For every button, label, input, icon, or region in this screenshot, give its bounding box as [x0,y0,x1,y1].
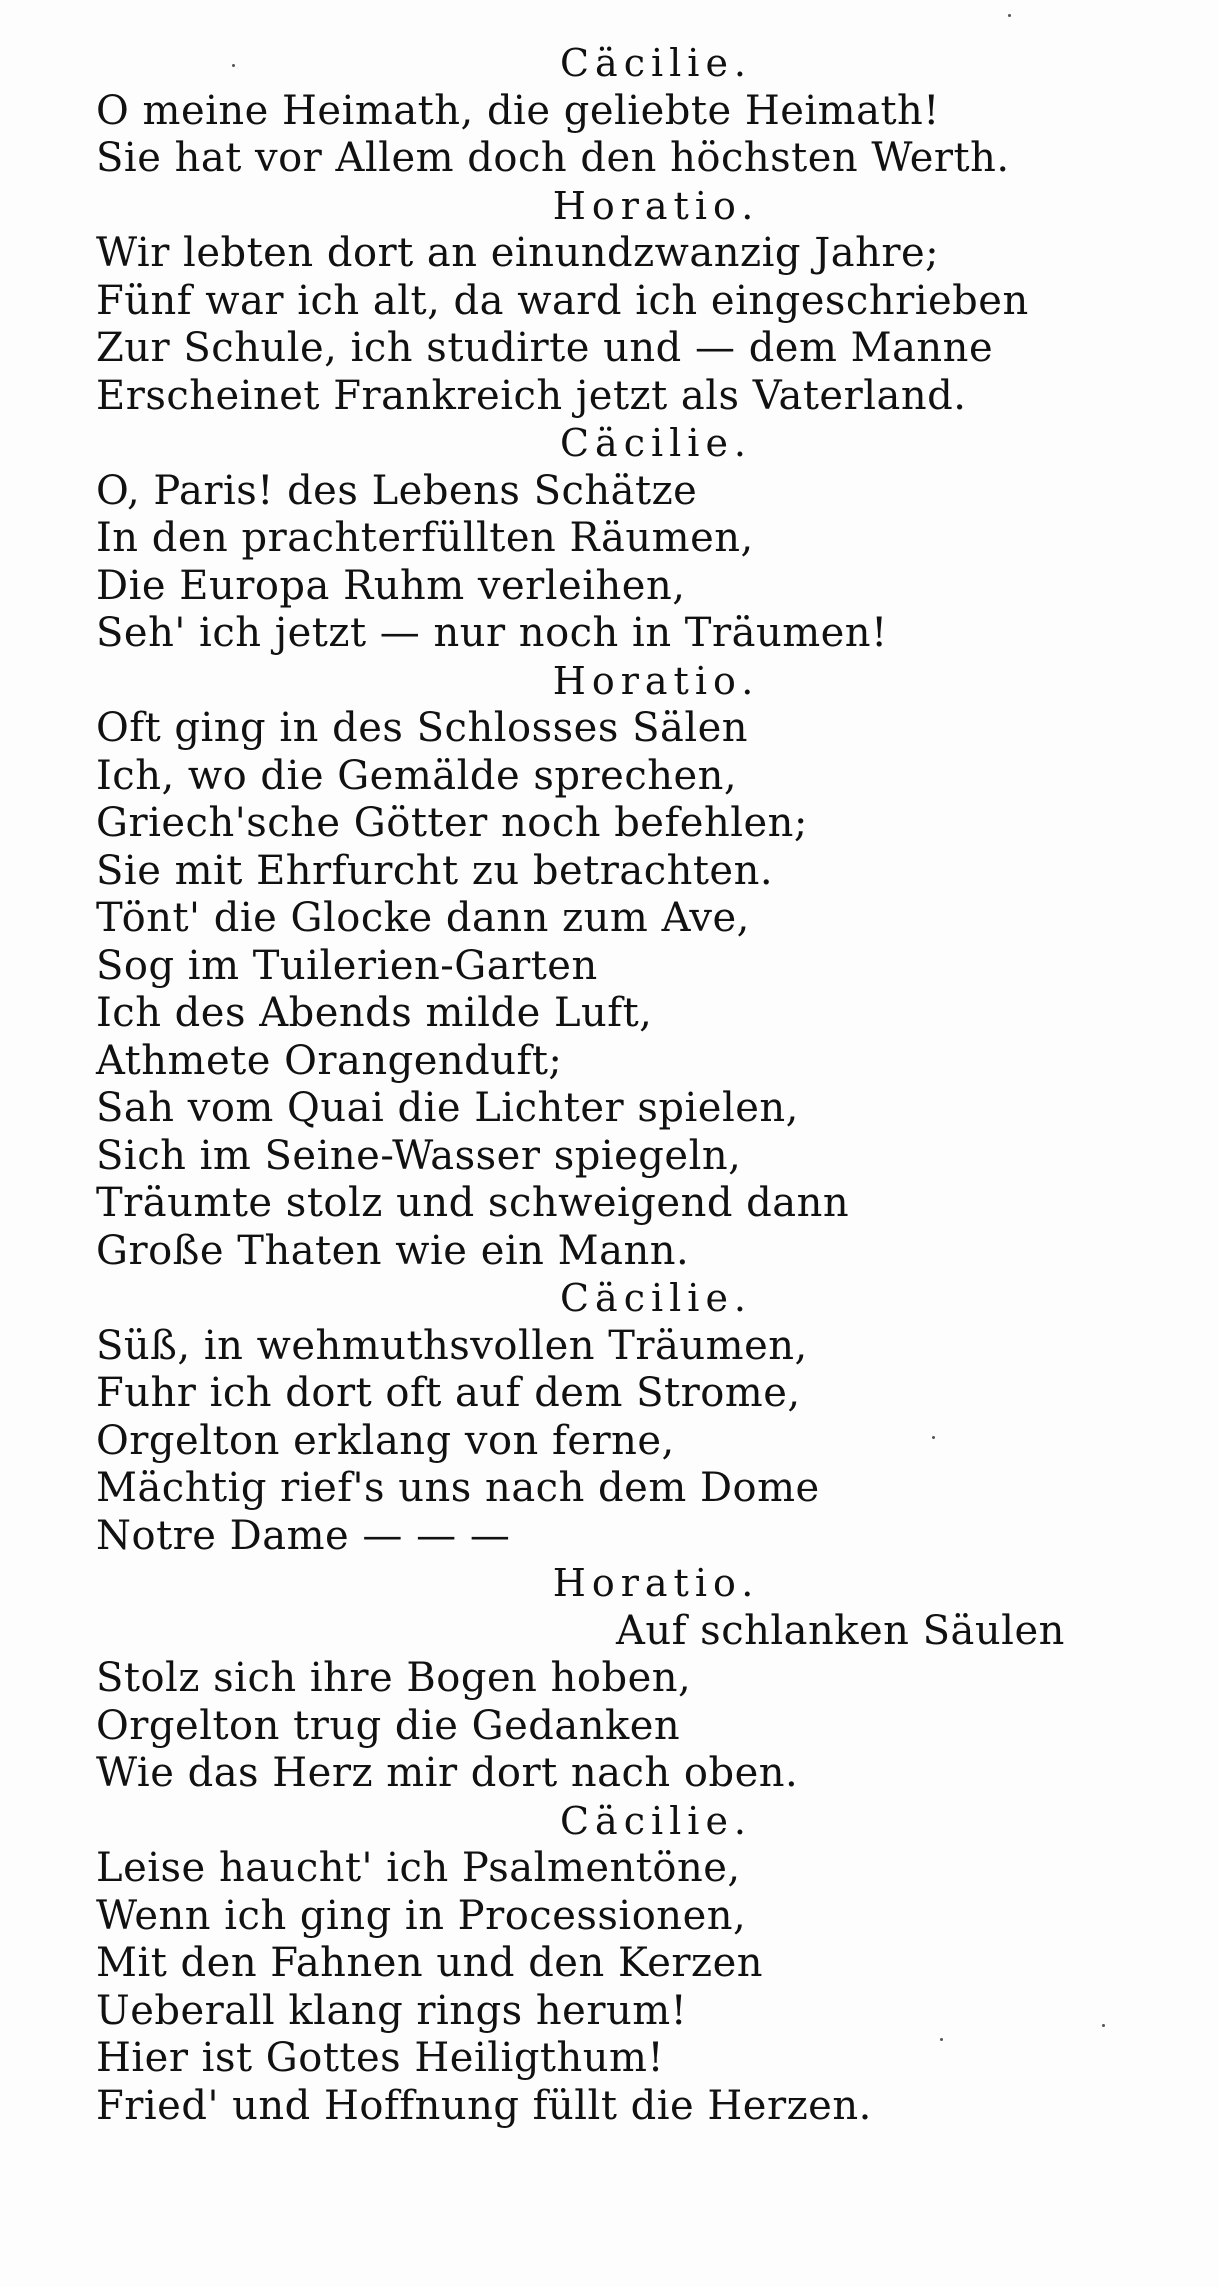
verse-line: Wir lebten dort an einundzwanzig Jahre; [96,230,940,276]
print-speck [1008,14,1011,17]
verse-line: Stolz sich ihre Bogen hoben, [96,1655,692,1701]
speaker-heading: Horatio. [552,658,760,703]
verse-line: Sich im Seine-Wasser spiegeln, [96,1132,742,1179]
verse-line: Sog im Tuilerien-Garten [96,942,598,989]
verse-line: Athmete Orangenduft; [96,1037,563,1084]
verse-line-indented: Auf schlanken Säulen [616,1607,1065,1654]
verse-line: Fried' und Hoffnung füllt die Herzen. [96,2082,872,2129]
verse-line: Wie das Herz mir dort nach oben. [96,1750,799,1796]
verse-line: Seh' ich jetzt — nur noch in Träumen! [96,610,888,656]
verse-line: In den prachterfüllten Räumen, [96,515,754,561]
verse-line: Sie mit Ehrfurcht zu betrachten. [96,847,774,894]
verse-line: O meine Heimath, die geliebte Heimath! [96,87,940,134]
verse-line: Erscheinet Frankreich jetzt als Vaterland. [96,372,967,419]
verse-line: Sah vom Quai die Lichter spielen, [96,1085,799,1131]
verse-line: Zur Schule, ich studirte und — dem Manne [96,325,994,371]
verse-line: Hier ist Gottes Heiligthum! [96,2035,665,2081]
verse-line: Tönt' die Glocke dann zum Ave, [96,895,750,941]
speaker-heading: Horatio. [552,1561,760,1605]
verse-line: Leise haucht' ich Psalmentöne, [96,1845,741,1891]
verse-line: Die Europa Ruhm verleihen, [96,562,686,609]
verse-line: Träumte stolz und schweigend dann [96,1180,850,1226]
verse-line: Fuhr ich dort oft auf dem Strome, [96,1370,801,1416]
verse-line: Sie hat vor Allem doch den höchsten Werth. [96,135,1010,181]
verse-line: Ich, wo die Gemälde sprechen, [96,752,738,799]
poem-dialogue [96,40,1156,2130]
verse-line: Ich des Abends milde Luft, [96,990,653,1036]
verse-line: Griech'sche Götter noch befehlen; [96,800,808,846]
verse-line: Oft ging in des Schlosses Sälen [96,705,749,751]
verse-line: Orgelton erklang von ferne, [96,1417,675,1464]
verse-line: Mächtig rief's uns nach dem Dome [96,1465,820,1511]
verse-line: Mit den Fahnen und den Kerzen [96,1940,764,1986]
verse-line: Orgelton trug die Gedanken [96,1702,681,1749]
speaker-heading: Cäcilie. [559,421,753,465]
speaker-heading: Cäcilie. [559,41,753,85]
verse-line: Notre Dame — — — [96,1512,511,1559]
verse-line: Große Thaten wie ein Mann. [96,1227,690,1274]
verse-line: O, Paris! des Lebens Schätze [96,467,698,514]
speaker-heading: Horatio. [552,183,760,228]
speaker-heading: Cäcilie. [559,1798,753,1843]
speaker-heading: Cäcilie. [559,1276,753,1320]
verse-line: Ueberall klang rings herum! [96,1987,688,2034]
verse-line: Fünf war ich alt, da ward ich eingeschrieben [96,277,1029,324]
verse-line: Wenn ich ging in Processionen, [96,1892,747,1939]
verse-line: Süß, in wehmuthsvollen Träumen, [96,1322,808,1369]
